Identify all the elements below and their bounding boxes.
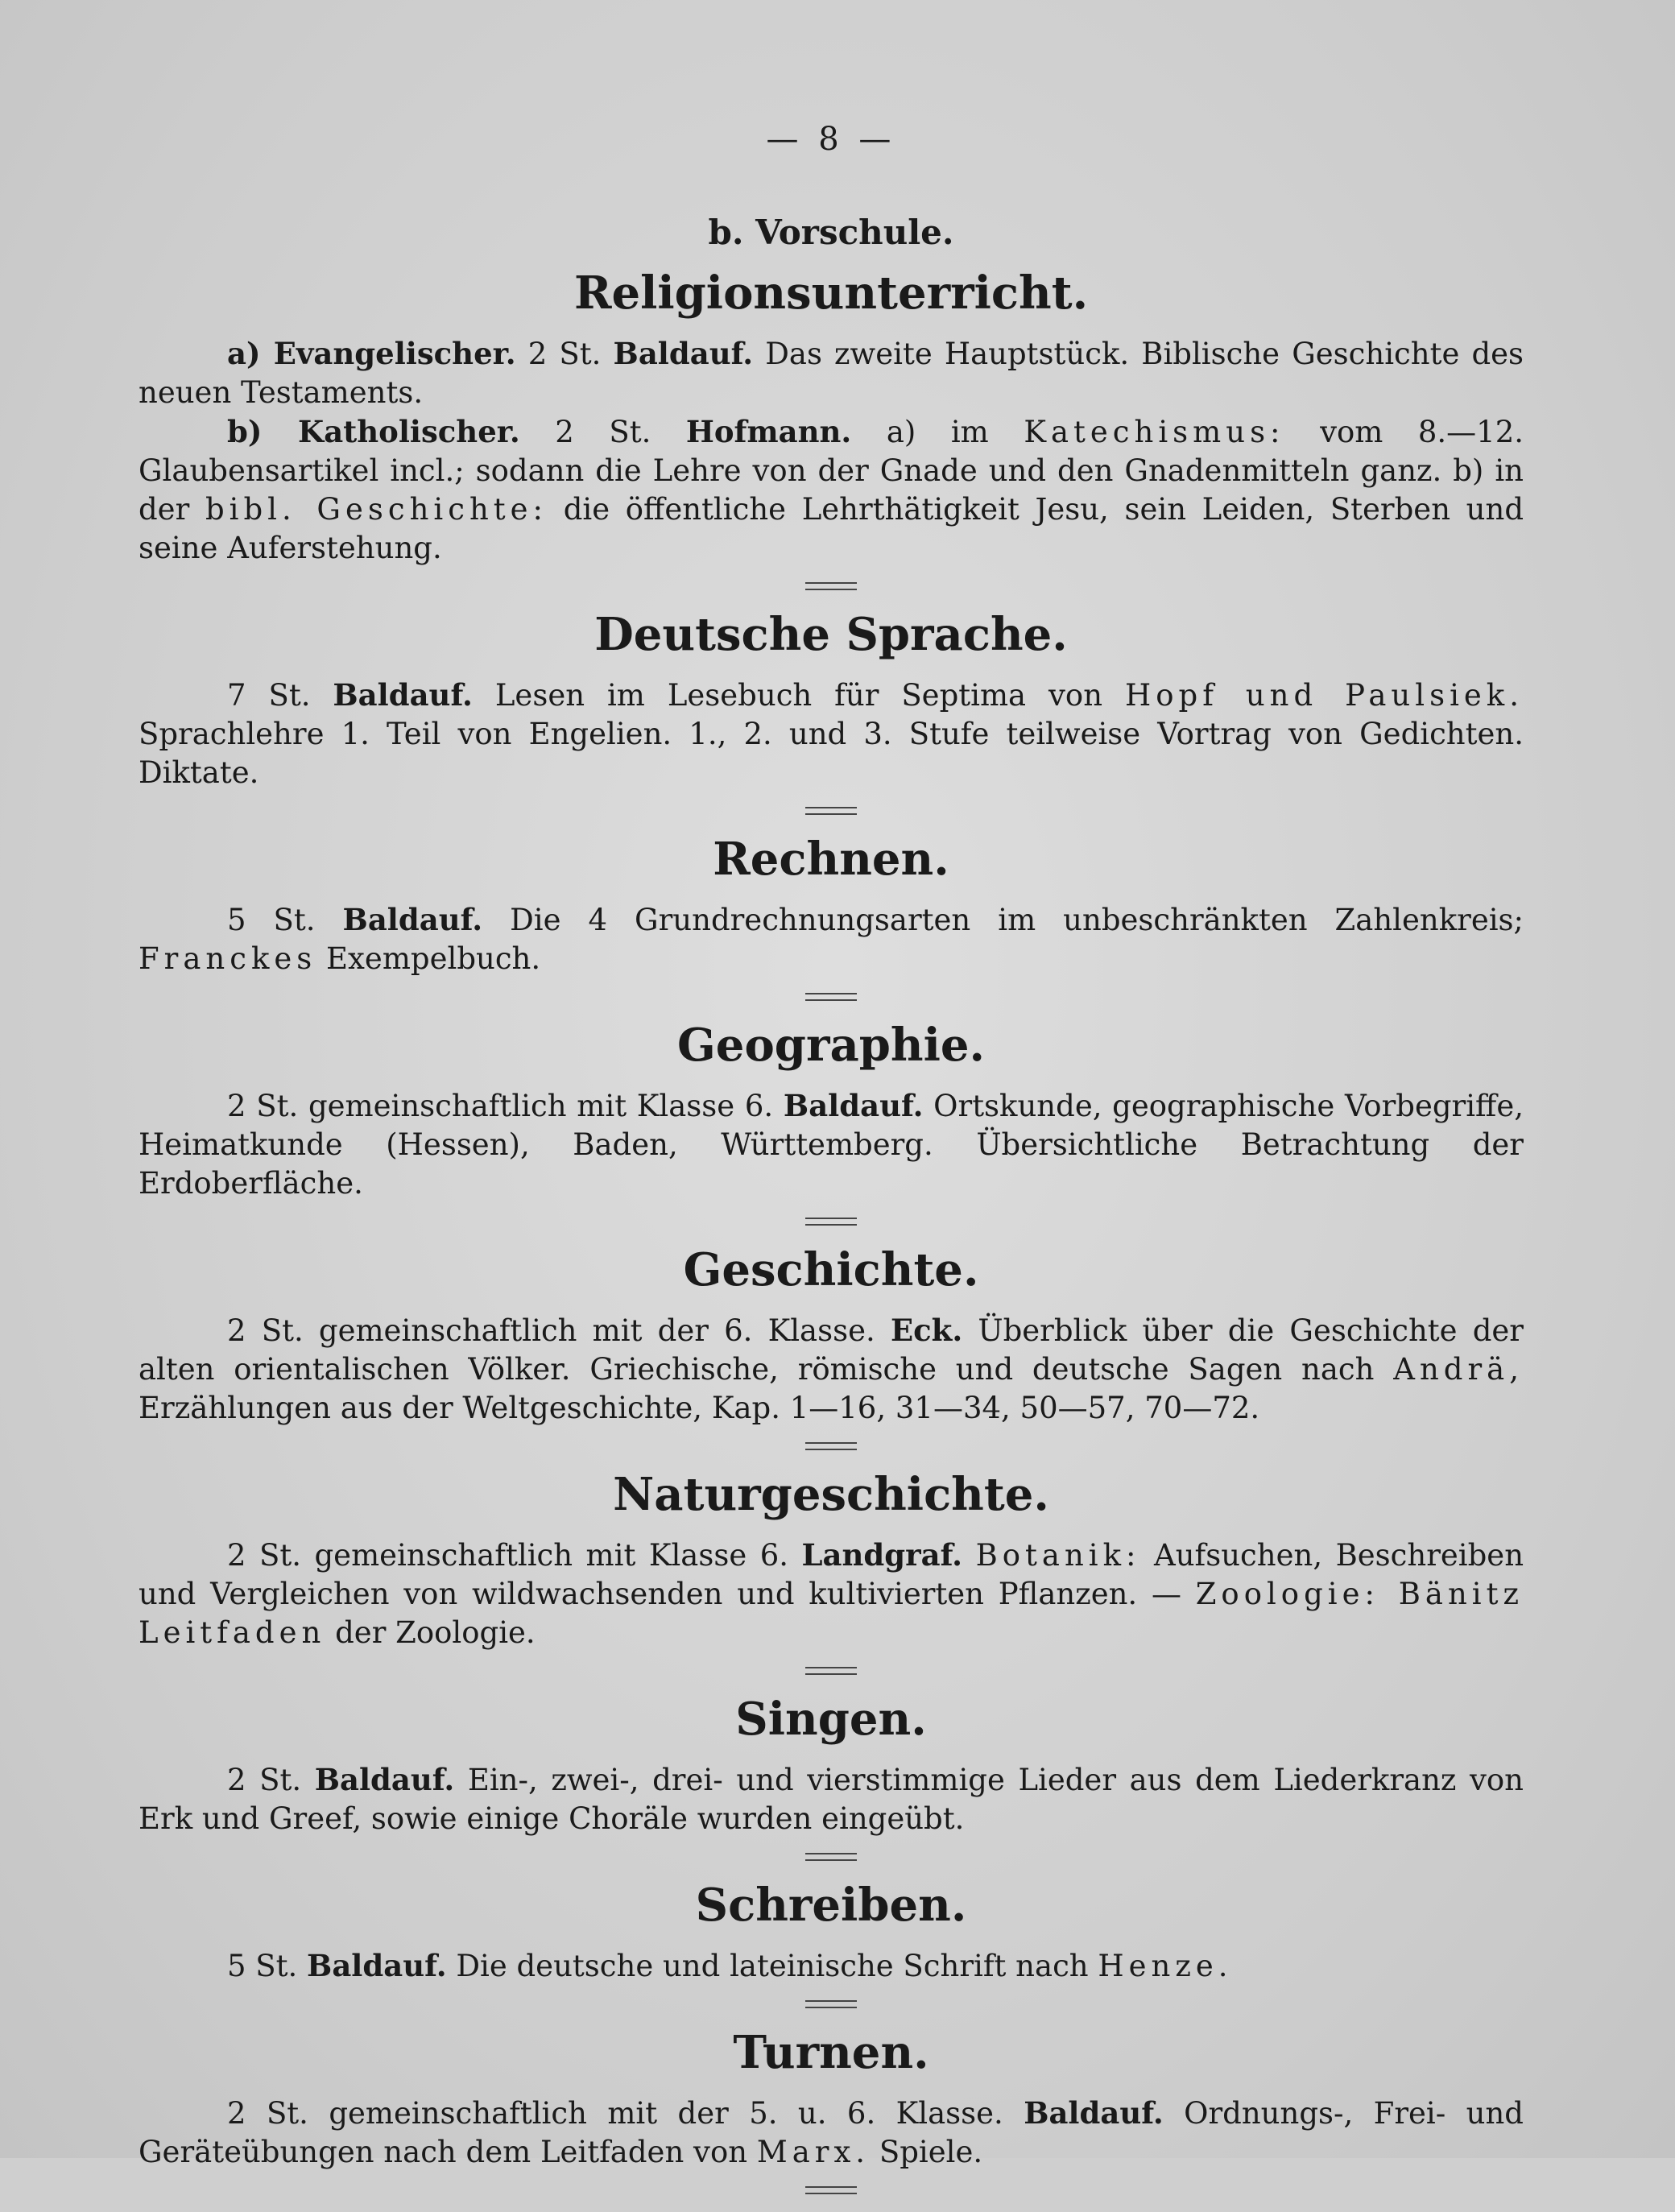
religion-evangelisch-paragraph xyxy=(139,334,1524,412)
schreiben-paragraph xyxy=(139,1946,1524,1986)
katholisch-hours: 2 St. xyxy=(555,415,651,449)
religion-katholisch-paragraph xyxy=(139,412,1524,568)
schreiben-text-a: Die deutsche und lateinische Schrift nach xyxy=(456,1949,1089,1983)
singen-text-a: Ein-, zwei-, drei- und vierstimmige Lieder aus dem Liederkranz von Erk und Greef, sowie einige Choräle wurden eingeübt. xyxy=(139,1763,1524,1836)
naturgeschichte-spaced-a: Botanik: xyxy=(975,1538,1141,1573)
deutsch-text-b: Sprachlehre 1. Teil von Engelien. 1., 2. und 3. Stufe teilweise Vortrag von Gedichten. Diktate. xyxy=(139,717,1524,790)
katholisch-text-c: die öffentliche Lehrthätigkeit Jesu, sein Leiden, Sterben und seine Auferstehung. xyxy=(139,492,1524,565)
geschichte-paragraph xyxy=(139,1311,1524,1428)
turnen-hours: 2 St. xyxy=(227,2096,308,2131)
geschichte-text-b: Überblick über die Geschichte der alten orientalischen Völker. Griechische, römische und deutsche Sagen nach xyxy=(139,1313,1524,1387)
deutsch-paragraph xyxy=(139,676,1524,792)
singen-paragraph xyxy=(139,1760,1524,1838)
naturgeschichte-teacher: Landgraf. xyxy=(801,1537,963,1573)
naturgeschichte-paragraph xyxy=(139,1536,1524,1652)
schreiben-title: Schreiben. xyxy=(695,1879,967,1932)
singen-title: Singen. xyxy=(735,1693,927,1746)
katholisch-text-a: a) im xyxy=(886,415,989,449)
geographie-hours: 2 St. xyxy=(227,1089,299,1123)
rechnen-paragraph xyxy=(139,900,1524,978)
evangelisch-teacher: Baldauf. xyxy=(613,336,754,371)
geschichte-text-c: Erzählungen aus der Weltgeschichte, Kap. 1—16, 31—34, 50—57, 70—72. xyxy=(139,1391,1260,1425)
geschichte-text-a: gemeinschaftlich mit der 6. Klasse. xyxy=(318,1313,875,1348)
katholisch-text-b: vom 8.—12. Glaubensartikel incl.; sodann die Lehre von der Gnade und den Gnadenmitteln ganz. b) in der xyxy=(139,415,1524,527)
geschichte-title: Geschichte. xyxy=(683,1243,979,1296)
katholisch-label: b) Katholischer. xyxy=(227,414,520,449)
rechnen-text-b: Exempelbuch. xyxy=(326,941,541,976)
section-divider xyxy=(805,993,857,1001)
rechnen-hours: 5 St. xyxy=(227,903,316,937)
section-divider xyxy=(805,1218,857,1226)
naturgeschichte-text-b: Aufsuchen, Beschreiben und Vergleichen von wildwachsenden und kultivierten Pflanzen. — xyxy=(139,1538,1524,1611)
singen-hours: 2 St. xyxy=(227,1763,302,1797)
naturgeschichte-spaced-b: Zoologie: Bänitz Leitfaden xyxy=(139,1577,1524,1650)
schreiben-spaced-a: Henze. xyxy=(1098,1949,1233,1983)
section-divider xyxy=(805,2000,857,2008)
katholisch-teacher: Hofmann. xyxy=(685,414,852,449)
vorschule-heading: b. Vorschule. xyxy=(708,213,954,252)
rechnen-title: Rechnen. xyxy=(713,833,949,886)
deutsch-title: Deutsche Sprache. xyxy=(594,608,1068,661)
section-divider xyxy=(805,2186,857,2194)
schreiben-hours: 5 St. xyxy=(227,1949,298,1983)
naturgeschichte-hours: 2 St. xyxy=(227,1538,301,1573)
geographie-title: Geographie. xyxy=(676,1019,986,1072)
section-divider xyxy=(805,582,857,590)
geschichte-spaced-a: Andrä, xyxy=(1393,1352,1524,1387)
section-divider xyxy=(805,1853,857,1861)
naturgeschichte-title: Naturgeschichte. xyxy=(613,1468,1049,1521)
evangelisch-text: Das zweite Hauptstück. Biblische Geschichte des neuen Testaments. xyxy=(139,337,1524,410)
evangelisch-hours: 2 St. xyxy=(527,337,602,371)
section-divider xyxy=(805,1442,857,1450)
section-divider xyxy=(805,807,857,815)
katholisch-spaced-b: bibl. Geschichte: xyxy=(205,492,548,527)
geographie-text-b: Ortskunde, geographische Vorbegriffe, Heimatkunde (Hessen), Baden, Württemberg. Übersichtliche Betrachtung der Erdoberfläche. xyxy=(139,1089,1524,1201)
evangelisch-label: a) Evangelischer. xyxy=(227,336,516,371)
rechnen-text-a: Die 4 Grundrechnungsarten im unbeschränkten Zahlenkreis; xyxy=(510,903,1524,937)
geographie-text-a: gemeinschaftlich mit Klasse 6. xyxy=(308,1089,774,1123)
katholisch-spaced-a: Katechismus: xyxy=(1024,415,1285,449)
naturgeschichte-text-c: der Zoologie. xyxy=(335,1615,536,1650)
singen-teacher: Baldauf. xyxy=(314,1762,455,1797)
naturgeschichte-text-a: gemeinschaftlich mit Klasse 6. xyxy=(314,1538,788,1573)
page-number: — 8 — xyxy=(766,121,896,158)
turnen-text-b: Ordnungs-, Frei- und Geräteübungen nach dem Leitfaden von xyxy=(139,2096,1524,2169)
deutsch-teacher: Baldauf. xyxy=(333,677,473,713)
schreiben-teacher: Baldauf. xyxy=(307,1948,447,1983)
page-content xyxy=(139,121,1524,2212)
deutsch-hours: 7 St. xyxy=(227,678,311,713)
geschichte-teacher: Eck. xyxy=(890,1313,963,1348)
turnen-teacher: Baldauf. xyxy=(1024,2095,1164,2131)
rechnen-spaced-a: Franckes xyxy=(139,941,317,976)
turnen-title: Turnen. xyxy=(733,2026,929,2079)
geographie-paragraph xyxy=(139,1086,1524,1203)
section-divider xyxy=(805,1667,857,1675)
rechnen-teacher: Baldauf. xyxy=(342,902,483,937)
turnen-spaced-a: Marx. xyxy=(756,2135,871,2169)
turnen-text-c: Spiele. xyxy=(879,2135,983,2169)
religion-title: Religionsunterricht. xyxy=(573,267,1089,320)
turnen-paragraph xyxy=(139,2094,1524,2172)
deutsch-spaced-a: Hopf und Paulsiek. xyxy=(1124,678,1524,713)
deutsch-text-a: Lesen im Lesebuch für Septima von xyxy=(494,678,1103,713)
turnen-text-a: gemeinschaftlich mit der 5. u. 6. Klasse. xyxy=(329,2096,1003,2131)
geographie-teacher: Baldauf. xyxy=(783,1088,924,1123)
geschichte-hours: 2 St. xyxy=(227,1313,304,1348)
